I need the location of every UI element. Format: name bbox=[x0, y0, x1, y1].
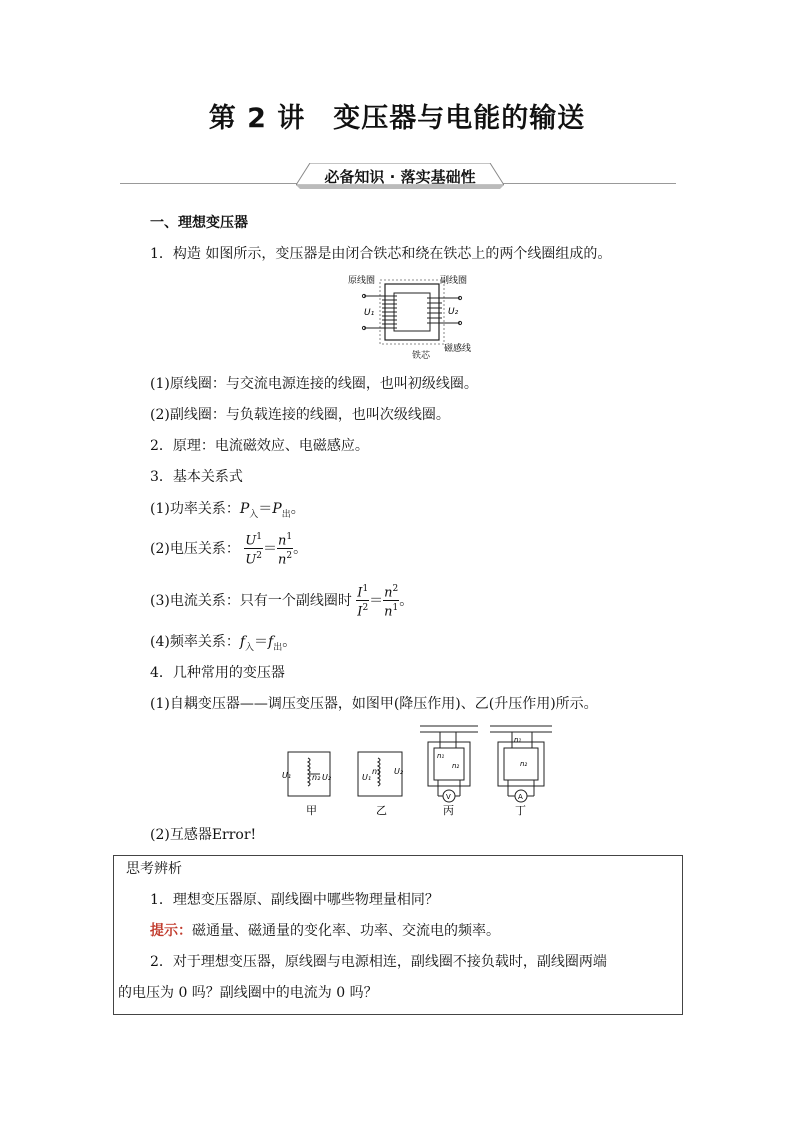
turns-ratio-inverse: $\frac{n^2}{n^1}$ bbox=[384, 584, 399, 620]
item-construction: 1．构造 如图所示，变压器是由闭合铁芯和绕在铁芯上的两个线圈组成的。 bbox=[150, 246, 612, 262]
label-secondary-coil: 副线圈 bbox=[440, 276, 468, 286]
relation-current: (3)电流关系：只有一个副线圈时 $\frac{I^1}{I^2}$ ＝ $\frac{n^2}{n^1}$ 。 bbox=[150, 584, 414, 620]
fig-c-n2: n₂ bbox=[452, 762, 460, 770]
label-core: 铁芯 bbox=[412, 351, 431, 360]
transformer-types-diagram bbox=[280, 722, 560, 818]
banner-text: 必备知识 · 落实基础性 bbox=[324, 168, 476, 186]
label-u1: U₁ bbox=[364, 308, 375, 318]
current-ratio: $\frac{I^1}{I^2}$ bbox=[357, 584, 369, 620]
item-relations: 3．基本关系式 bbox=[150, 469, 243, 485]
fig-b-n1: n₁ bbox=[372, 767, 381, 776]
think-heading: 思考辨析 bbox=[126, 861, 182, 877]
item-instrument-transformer: (2)互感器Error! bbox=[150, 827, 257, 843]
caption-jia: 甲 bbox=[306, 804, 317, 817]
transformer-diagram bbox=[348, 274, 478, 360]
title-lesson-number: 第 2 讲 bbox=[208, 103, 306, 134]
hint-text: 磁通量、磁通量的变化率、功率、交流电的频率。 bbox=[192, 923, 500, 939]
fig-d-n2: n₂ bbox=[520, 760, 528, 768]
relation-power: (1)功率关系：$P_入=P_出$。 bbox=[150, 501, 305, 520]
fig-b-u2: U₂ bbox=[394, 767, 404, 776]
fig-d-n1: n₁ bbox=[514, 736, 522, 744]
fig-a-u2: U₂ bbox=[322, 773, 332, 782]
caption-ding: 丁 bbox=[515, 804, 526, 817]
fig-c-voltmeter: V bbox=[446, 793, 451, 801]
fig-a-u1: U₁ bbox=[282, 771, 292, 780]
item-principle: 2．原理：电流磁效应、电磁感应。 bbox=[150, 438, 369, 454]
item-secondary-coil: (2)副线圈：与负载连接的线圈，也叫次级线圈。 bbox=[150, 407, 450, 423]
fig-d-ammeter: A bbox=[518, 793, 523, 801]
item-autotransformer: (1)自耦变压器——调压变压器，如图甲(降压作用)、乙(升压作用)所示。 bbox=[150, 696, 598, 712]
page-title bbox=[0, 96, 794, 135]
label-u2: U₂ bbox=[448, 307, 459, 317]
think-question-1: 1．理想变压器原、副线圈中哪些物理量相同？ bbox=[150, 892, 439, 908]
think-question-2-cont: 的电压为 0 吗？副线圈中的电流为 0 吗？ bbox=[118, 985, 378, 1001]
voltage-ratio: $\frac{U^1}{U^2}$ bbox=[245, 532, 262, 568]
section-heading: 一、理想变压器 bbox=[150, 215, 248, 231]
fig-a-n2: n₂ bbox=[312, 773, 321, 782]
hint-label: 提示： bbox=[150, 923, 192, 939]
label-primary-coil: 原线圈 bbox=[348, 276, 376, 286]
title-topic: 变压器与电能的输送 bbox=[333, 103, 586, 134]
relation-frequency: (4)频率关系：$f_入=f_出$。 bbox=[150, 634, 297, 653]
fig-c-n1: n₁ bbox=[437, 752, 445, 760]
think-hint bbox=[150, 922, 500, 940]
think-question-2: 2．对于理想变压器，原线圈与电源相连，副线圈不接负载时，副线圈两端 bbox=[150, 954, 607, 970]
item-common-transformers: 4．几种常用的变压器 bbox=[150, 665, 285, 681]
label-flux: 磁感线 bbox=[444, 344, 472, 354]
relation-voltage: (2)电压关系： $\frac{U^1}{U^2}$ ＝ $\frac{n^1}{n^2}$ 。 bbox=[150, 532, 308, 568]
item-primary-coil: (1)原线圈：与交流电源连接的线圈，也叫初级线圈。 bbox=[150, 376, 478, 392]
caption-bing: 丙 bbox=[443, 804, 454, 817]
turns-ratio: $\frac{n^1}{n^2}$ bbox=[278, 532, 293, 568]
fig-b-u1: U₁ bbox=[362, 773, 372, 782]
caption-yi: 乙 bbox=[376, 804, 387, 817]
